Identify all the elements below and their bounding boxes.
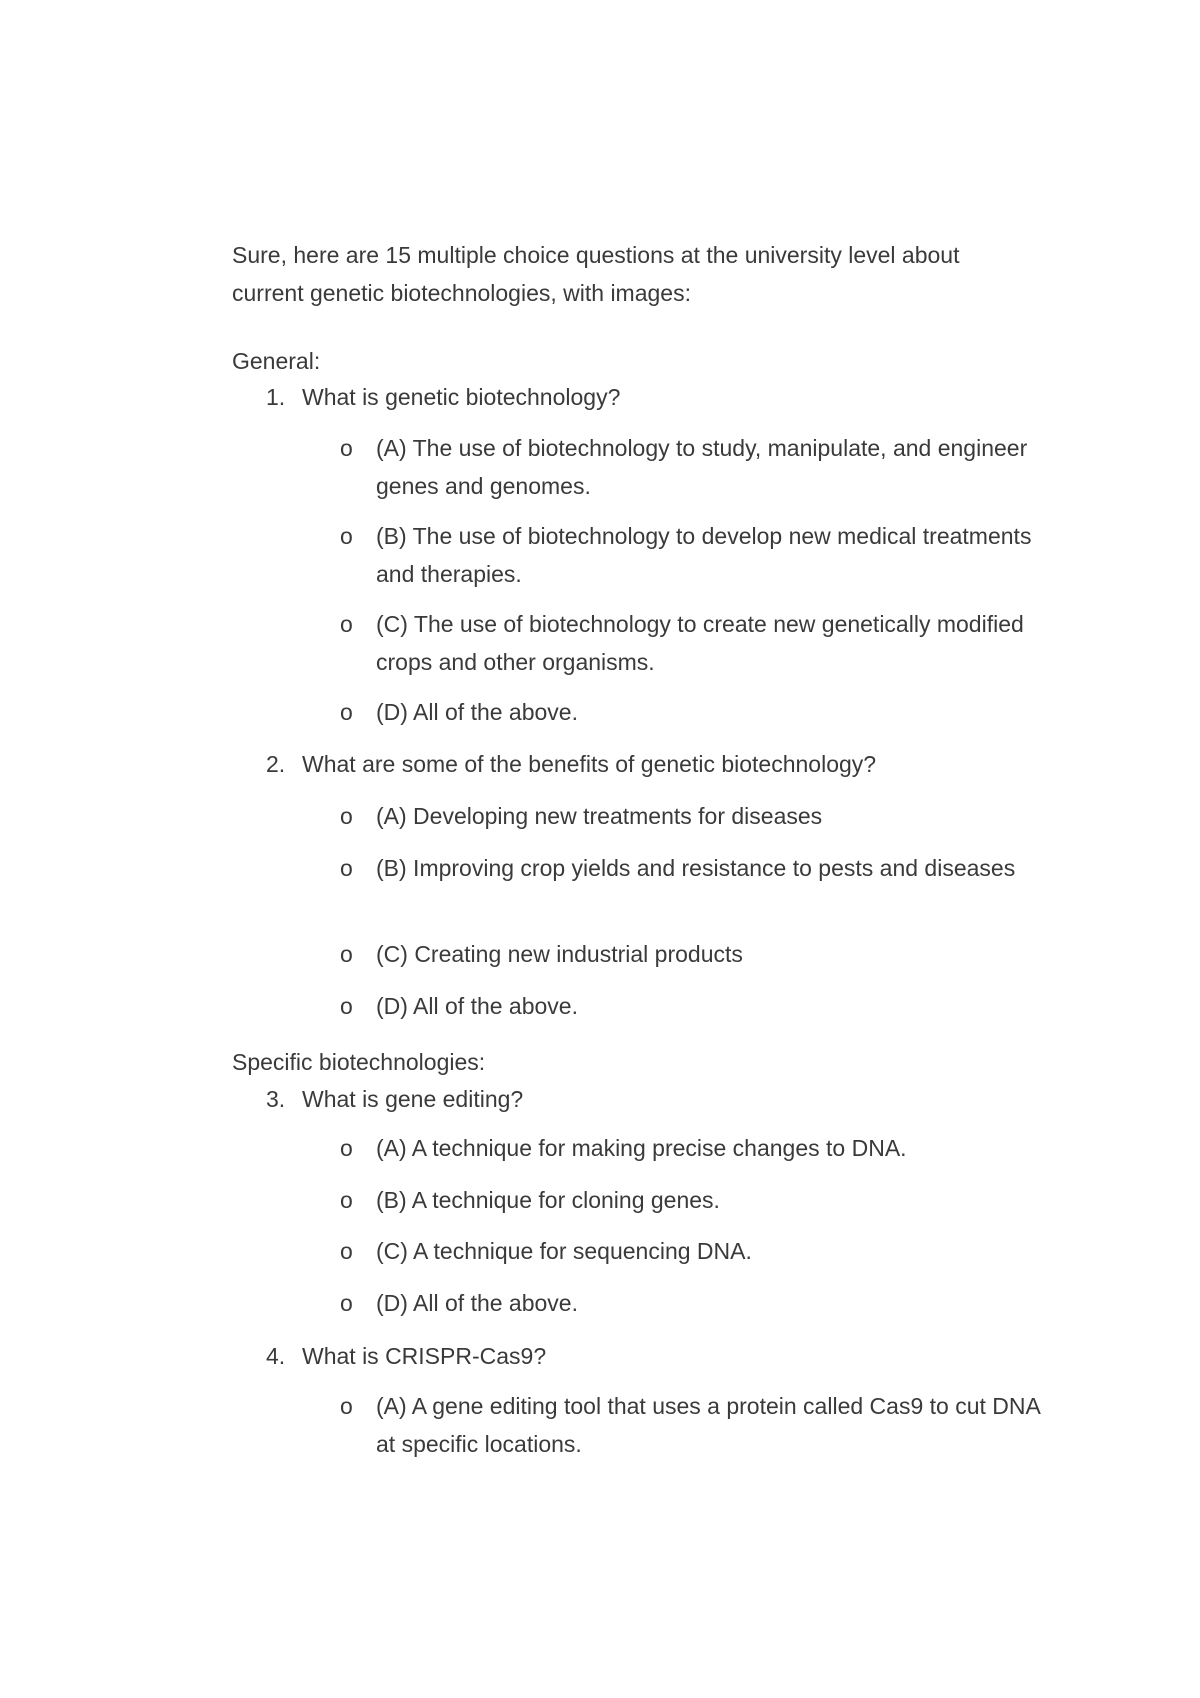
option-text: (C) The use of biotechnology to create new genetically modified crops and other organisms.	[376, 611, 1024, 675]
section-heading-specific: Specific biotechnologies:	[232, 1049, 486, 1075]
option-text: (B) A technique for cloning genes.	[376, 1187, 720, 1213]
option-text: (A) The use of biotechnology to study, manipulate, and engineer genes and genomes.	[376, 435, 1028, 499]
option-4a	[340, 1387, 1040, 1463]
option-1d	[340, 693, 1040, 731]
bullet-marker: o	[340, 855, 353, 881]
question-number: 4.	[266, 1343, 286, 1369]
bullet-marker: o	[340, 941, 353, 967]
question-3	[266, 1084, 1046, 1114]
bullet-marker: o	[340, 1135, 353, 1161]
question-number: 2.	[266, 751, 286, 777]
option-2a	[340, 797, 1040, 835]
bullet-marker: o	[340, 993, 353, 1019]
question-text: What is CRISPR-Cas9?	[302, 1343, 547, 1369]
question-1	[266, 382, 1046, 412]
option-text: (D) All of the above.	[376, 699, 578, 725]
bullet-marker: o	[340, 1393, 353, 1419]
question-text: What is genetic biotechnology?	[302, 384, 621, 410]
bullet-marker: o	[340, 611, 353, 637]
intro-paragraph: Sure, here are 15 multiple choice questions at the university level about current genetic biotechnologies, with images:	[232, 242, 960, 306]
option-3b	[340, 1181, 1040, 1219]
question-2	[266, 749, 1046, 779]
option-text: (B) Improving crop yields and resistance to pests and diseases	[376, 855, 1016, 881]
option-text: (A) Developing new treatments for diseases	[376, 803, 823, 829]
option-2d	[340, 987, 1040, 1025]
option-text: (A) A technique for making precise changes to DNA.	[376, 1135, 907, 1161]
option-3c	[340, 1232, 1040, 1270]
question-number: 3.	[266, 1086, 286, 1112]
question-text: What is gene editing?	[302, 1086, 524, 1112]
bullet-marker: o	[340, 523, 353, 549]
bullet-marker: o	[340, 435, 353, 461]
option-text: (C) Creating new industrial products	[376, 941, 743, 967]
question-text: What are some of the benefits of genetic biotechnology?	[302, 751, 877, 777]
option-text: (A) A gene editing tool that uses a protein called Cas9 to cut DNA at specific locations.	[376, 1393, 1040, 1457]
option-3d	[340, 1284, 1040, 1322]
option-2c	[340, 935, 1040, 973]
option-1b	[340, 517, 1040, 593]
bullet-marker: o	[340, 1238, 353, 1264]
section-heading-general: General:	[232, 348, 321, 374]
option-2b	[340, 849, 1040, 887]
question-4	[266, 1341, 1046, 1371]
option-text: (D) All of the above.	[376, 993, 578, 1019]
bullet-marker: o	[340, 1187, 353, 1213]
option-text: (C) A technique for sequencing DNA.	[376, 1238, 752, 1264]
question-number: 1.	[266, 384, 286, 410]
option-1c	[340, 605, 1040, 681]
option-text: (B) The use of biotechnology to develop new medical treatments and therapies.	[376, 523, 1032, 587]
option-text: (D) All of the above.	[376, 1290, 578, 1316]
option-3a	[340, 1129, 1040, 1167]
bullet-marker: o	[340, 803, 353, 829]
option-1a	[340, 429, 1040, 505]
bullet-marker: o	[340, 1290, 353, 1316]
bullet-marker: o	[340, 699, 353, 725]
